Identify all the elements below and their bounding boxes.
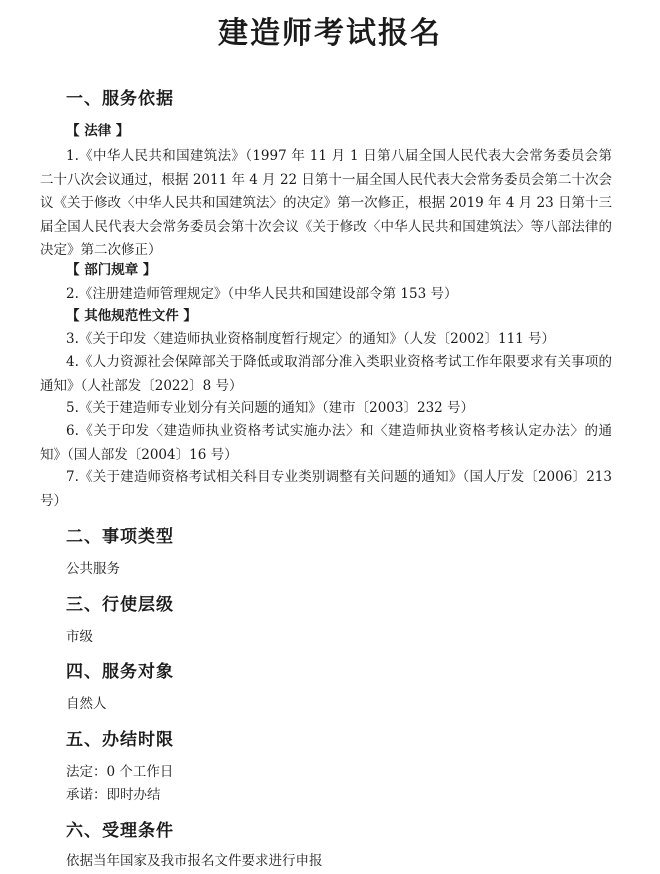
level-value: 市级 [66, 629, 93, 645]
basis-item-3: 3.《关于印发〈建造师执业资格制度暂行规定〉的通知》（人发〔2002〕111 号） [66, 331, 556, 347]
section-heading-time-limit: 五、办结时限 [66, 730, 174, 750]
target-value: 自然人 [66, 696, 107, 712]
section-heading-level: 三、行使层级 [66, 595, 174, 615]
basis-item-5: 5.《关于建造师专业划分有关问题的通知》（建市〔2003〕232 号） [66, 400, 475, 416]
basis-item-2: 2.《注册建造师管理规定》（中华人民共和国建设部令第 153 号） [66, 286, 458, 302]
section-heading-basis: 一、服务依据 [66, 89, 174, 109]
section-heading-target: 四、服务对象 [66, 662, 174, 682]
category-tag-law: 【 法律 】 [66, 123, 130, 139]
basis-item-7: 7.《关于建造师资格考试相关科目专业类别调整有关问题的通知》（国人厅发〔2006〕213 号） [40, 469, 612, 509]
section-heading-conditions: 六、受理条件 [66, 821, 174, 841]
category-tag-other-documents: 【 其他规范性文件 】 [66, 308, 197, 324]
time-limit-promised: 承诺：即时办结 [66, 787, 161, 803]
page-title: 建造师考试报名 [218, 16, 442, 51]
section-heading-type: 二、事项类型 [66, 527, 174, 547]
time-limit-legal: 法定：0 个工作日 [66, 764, 174, 780]
conditions-value: 依据当年国家及我市报名文件要求进行申报 [66, 853, 323, 869]
basis-item-1: 1.《中华人民共和国建筑法》（1997 年 11 月 1 日第八届全国人民代表大会常务委员会第二十八次会议通过，根据 2011 年 4 月 22 日第十一届全国人民代表大会常务委员会第二十次会议《关于修改〈中华人民共和国建筑法〉的决定》第一次修正，根据 2019 年 4 月 23 日第十三届全国人民代表大会常务委员会第十次会议《关于修改〈中华人民共和国建筑法〉等八部法律的决定》第二次修正） [40, 148, 612, 258]
category-tag-department-rules: 【 部门规章 】 [66, 262, 157, 278]
type-value: 公共服务 [66, 561, 120, 577]
basis-item-4: 4.《人力资源社会保障部关于降低或取消部分准入类职业资格考试工作年限要求有关事项的通知》（人社部发〔2022〕8 号） [40, 354, 612, 394]
basis-item-6: 6.《关于印发〈建造师执业资格考试实施办法〉和〈建造师执业资格考核认定办法〉的通知》（国人部发〔2004〕16 号） [40, 423, 612, 463]
